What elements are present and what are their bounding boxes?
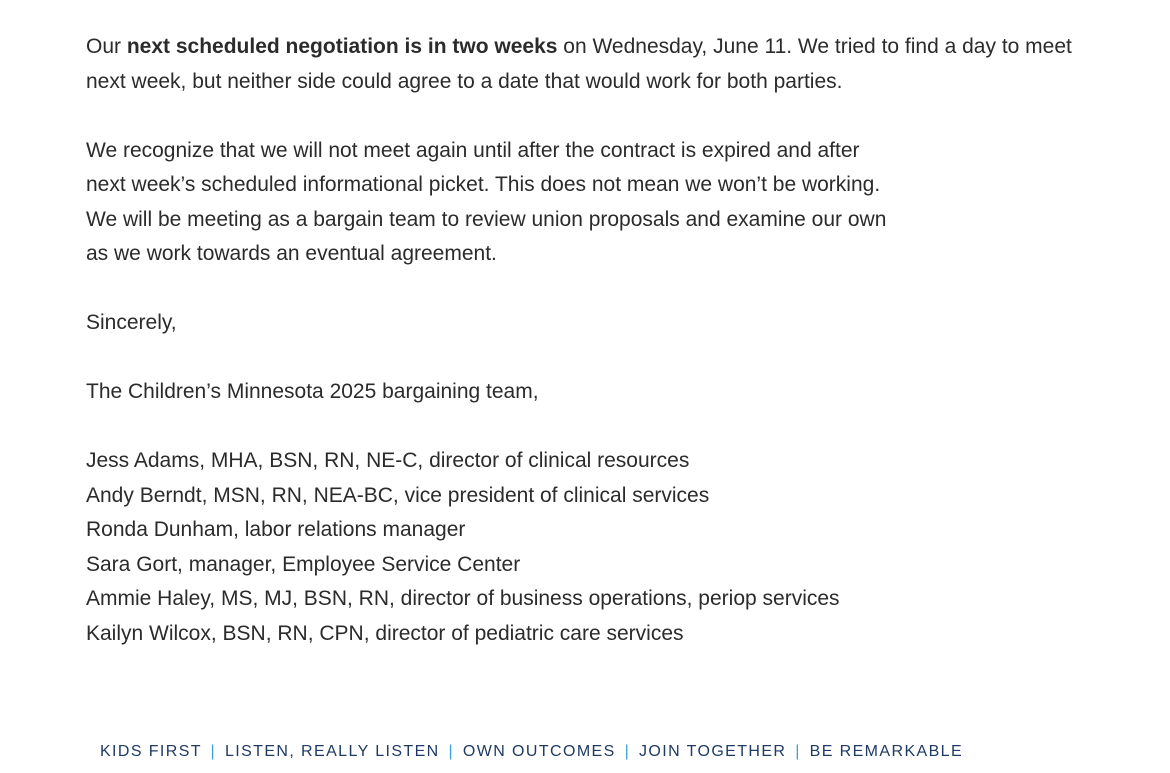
signer-item: Ammie Haley, MS, MJ, BSN, RN, director of business operations, periop services xyxy=(86,587,840,610)
values-footer xyxy=(0,741,1063,763)
footer-separator: | xyxy=(795,743,801,760)
signer-item: Andy Berndt, MSN, RN, NEA-BC, vice president of clinical services xyxy=(86,483,710,507)
signer-list xyxy=(86,444,1086,651)
signer-item: Ronda Dunham, labor relations manager xyxy=(86,518,466,541)
intro-paragraph xyxy=(86,30,1086,99)
email-body xyxy=(86,30,1086,651)
footer-separator: | xyxy=(210,743,217,760)
footer-separator: | xyxy=(448,743,455,760)
signer-item: Jess Adams, MHA, BSN, RN, NE-C, director of clinical resources xyxy=(86,449,690,472)
intro-bold-text: next scheduled negotiation is in two weeks xyxy=(126,35,558,58)
value-kids-first: KIDS FIRST xyxy=(99,743,202,760)
signer-item: Kailyn Wilcox, BSN, RN, CPN, director of pediatric care services xyxy=(86,621,684,645)
value-be-remarkable: BE REMARKABLE xyxy=(809,743,964,760)
signer-item: Sara Gort, manager, Employee Service Center xyxy=(86,552,521,576)
team-signature: The Children’s Minnesota 2025 bargaining team, xyxy=(86,380,539,403)
value-join-together: JOIN TOGETHER xyxy=(638,743,787,760)
status-line-4: as we work towards an eventual agreement. xyxy=(86,242,497,265)
status-line-3: We will be meeting as a bargain team to review union proposals and examine our own xyxy=(86,207,887,231)
value-listen: LISTEN, REALLY LISTEN xyxy=(224,743,440,760)
value-own-outcomes: OWN OUTCOMES xyxy=(462,743,616,760)
intro-text-start: Our xyxy=(86,35,127,58)
status-paragraph xyxy=(86,134,1086,272)
closing-salutation: Sincerely, xyxy=(86,311,177,334)
intro-text-end: on Wednesday, June 11. We tried to find a day to meet next week, but neither side could agree to a date that would work for both parties. xyxy=(86,35,1072,93)
footer-separator: | xyxy=(624,743,631,760)
status-line-1: We recognize that we will not meet again until after the contract is expired and after xyxy=(86,138,860,162)
status-line-2: next week’s scheduled informational picket. This does not mean we won’t be working. xyxy=(86,173,881,196)
